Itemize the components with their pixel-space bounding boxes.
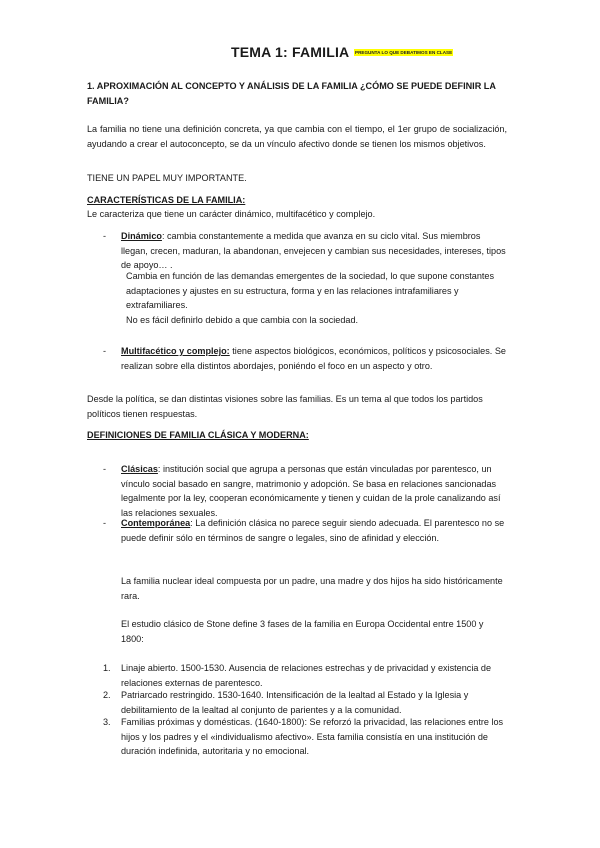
multifacetico-text: tiene aspectos biológicos, económicos, políticos y psicosociales. Se realizan sobre ella distintos abordajes, poniéndo el foco en un aspecto y otro. bbox=[121, 346, 506, 371]
page-title: TEMA 1: FAMILIA bbox=[231, 44, 350, 60]
bullet-marker: - bbox=[103, 518, 107, 528]
multifacetico-term: Multifacético y complejo: bbox=[121, 346, 230, 356]
intro-paragraph: La familia no tiene una definición concreta, ya que cambia con el tiempo, el 1er grupo de socialización, ayudando a crear el autoconcepto, se da un vínculo afectivo donde se tienen los mismos objetivos. bbox=[87, 124, 507, 149]
characteristics-heading: CARACTERÍSTICAS DE LA FAMILIA: bbox=[87, 195, 246, 205]
characteristics-intro: Le caracteriza que tiene un carácter dinámico, multifacético y complejo. bbox=[87, 209, 376, 219]
list-number: 1. bbox=[103, 663, 111, 673]
list-number: 3. bbox=[103, 717, 111, 727]
clasicas-term: Clásicas bbox=[121, 464, 158, 474]
section-heading: 1. APROXIMACIÓN AL CONCEPTO Y ANÁLISIS DE LA FAMILIA ¿CÓMO SE PUEDE DEFINIR LA FAMILIA? bbox=[87, 81, 496, 106]
politica-paragraph: Desde la política, se dan distintas visiones sobre las familias. Es un tema al que todos los partidos políticos tienen respuestas. bbox=[87, 394, 483, 419]
clasicas-text: : institución social que agrupa a personas que están vinculadas por parentesco, un vínculo social basado en sangre, matrimonio y adopción. Se basa en relaciones sancionadas legalmente por la ley, cooperan económicamente y tienen y cuidan de la prole canalizando así las relaciones sexuales. bbox=[121, 464, 501, 518]
clasicas-item bbox=[121, 462, 506, 520]
multifacetico-item bbox=[121, 344, 506, 373]
stone-paragraph: El estudio clásico de Stone define 3 fases de la familia en Europa Occidental entre 1500 y 1800: bbox=[121, 619, 484, 644]
nuclear-paragraph: La familia nuclear ideal compuesta por un padre, una madre y dos hijos ha sido históricamente rara. bbox=[121, 576, 503, 601]
definitions-heading: DEFINICIONES DE FAMILIA CLÁSICA Y MODERNA: bbox=[87, 430, 309, 440]
contemporanea-term: Contemporánea bbox=[121, 518, 191, 528]
title-row bbox=[0, 44, 600, 64]
dinamico-extra-1: Cambia en función de las demandas emergentes de la sociedad, lo que supone constantes adaptaciones y ajustes en su estructura, forma y en las relaciones intrafamiliares y extrafamiliares. bbox=[126, 271, 495, 310]
bullet-marker: - bbox=[103, 464, 107, 474]
bullet-marker: - bbox=[103, 231, 107, 241]
bullet-marker: - bbox=[103, 346, 107, 356]
dinamico-text: : cambia constantemente a medida que avanza en su ciclo vital. Sus miembros llegan, crecen, maduran, la abandonan, envejecen y cambian sus necesidades, intereses, tipos de apoyo… . bbox=[121, 231, 506, 270]
phase-item: Patriarcado restringido. 1530-1640. Intensificación de la lealtad al Estado y la Iglesia y debilitamiento de la lealtad al conjunto de parientes y a la comunidad. bbox=[121, 690, 469, 715]
phase-item: Linaje abierto. 1500-1530. Ausencia de relaciones estrechas y de privacidad y existencia de relaciones externas de parentesco. bbox=[121, 663, 492, 688]
contemporanea-item bbox=[121, 516, 506, 545]
phase-item: Familias próximas y domésticas. (1640-1800): Se reforzó la privacidad, las relaciones entre los hijos y los padres y el «individualismo afectivo». Esta familia consistía en una institución de duración indefinida, autoritaria y no emocional. bbox=[121, 717, 504, 756]
emphasis-paragraph: TIENE UN PAPEL MUY IMPORTANTE. bbox=[87, 173, 247, 183]
dinamico-term: Dinámico bbox=[121, 231, 162, 241]
dinamico-extra-2: No es fácil definirlo debido a que cambia con la sociedad. bbox=[126, 315, 359, 325]
dinamico-item bbox=[121, 229, 506, 273]
list-number: 2. bbox=[103, 690, 111, 700]
contemporanea-text: : La definición clásica no parece seguir siendo adecuada. El parentesco no se puede definir sólo en términos de sangre o legales, sino de afinidad y elección. bbox=[121, 518, 505, 543]
highlighted-note: PREGUNTA LO QUE DEBATIMOS EN CLASE bbox=[355, 50, 453, 55]
